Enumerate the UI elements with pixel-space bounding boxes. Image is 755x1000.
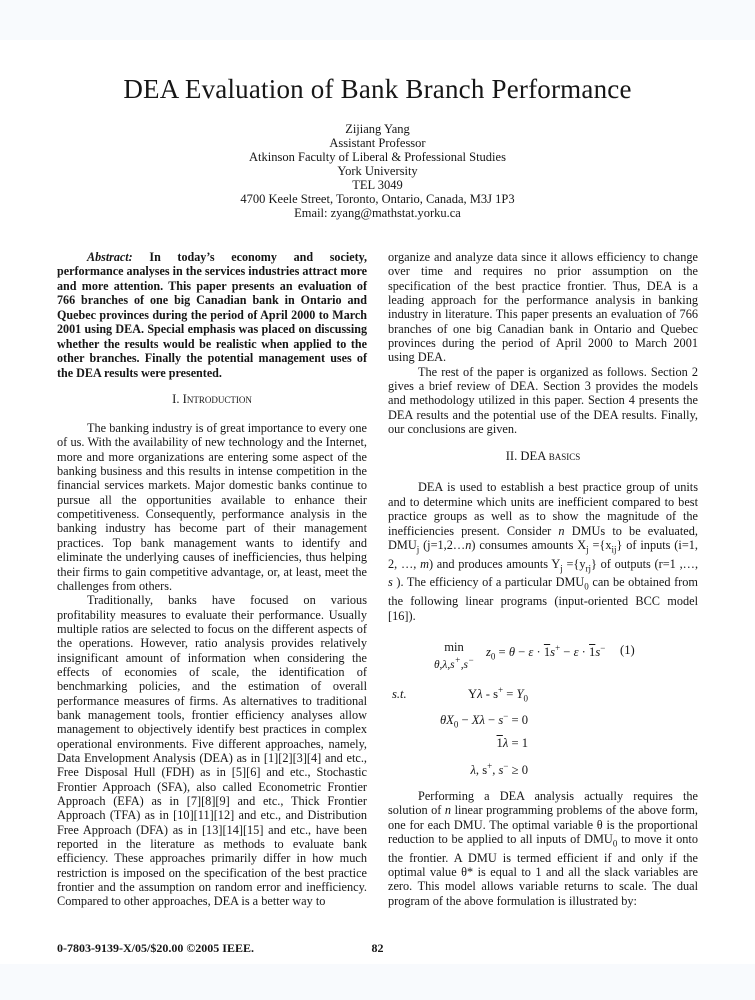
equation-min-operator — [422, 641, 486, 672]
paper-organization-paragraph: The rest of the paper is organized as follows. Section 2 gives a brief review of DEA. Section 3 provides the models and methodology utilized in this paper. Section 4 presents the DEA results and the potential use of the DEA results. Finally, our conclusions are given. — [388, 364, 698, 437]
abstract-label: Abstract: — [87, 250, 133, 264]
two-column-body — [57, 250, 698, 909]
author-faculty: Atkinson Faculty of Liberal & Professional Studies — [249, 150, 506, 164]
min-subscript-vars: θ,λ,s+,s− — [433, 654, 475, 671]
author-name: Zijiang Yang — [345, 122, 410, 136]
left-column — [57, 250, 367, 909]
copyright-notice: 0-7803-9139-X/05/$20.00 ©2005 IEEE. — [57, 941, 254, 955]
author-tel: TEL 3049 — [352, 178, 403, 192]
page-number: 82 — [371, 941, 384, 955]
equation-objective: $z_0 = \theta - \varepsilon \cdot 1s^+ - \varepsilon \cdot 1s^-$ — [486, 642, 606, 662]
abstract — [57, 250, 367, 380]
equation-constraint-4: λ, s+, s− ≥ 0 — [470, 760, 528, 778]
scan-border-bottom — [0, 964, 755, 1000]
intro-paragraph-2: Traditionally, banks have focused on various profitability measures to evaluate their performance. Usually multiple ratios are selected to focus on the different aspects of the operations. However, ratio analysis provides relatively insignificant amount of information when considering the effects of economies of scale, the identification of benchmarking policies, and the estimation of overall performance measures of firms. As alternatives to traditional bank management tools, frontier efficiency analyses allow management to objectively identify best practices in complex operational environments. Five different approaches, namely, Data Envelopment Analysis (DEA) as in [1][2][3][4] and etc., Free Disposal Hull (FDH) as in [5][6] and etc., Stochastic Frontier Approach (SFA), also called Econometric Frontier Approach (EFA) as in [7][8][9] and etc., Thick Frontier Approach (TFA) as in [10][11][12] and etc., and Distribution Free Approach (DFA) as in [13][14][15] and etc., have been reported in the literature as methods to evaluate bank efficiency. These approaches primarily differ in how much restriction is imposed on the specification of the best practice frontier and the assumption on random error and inefficiency. Compared to other approaches, DEA is a better way to — [57, 593, 367, 909]
author-address: 4700 Keele Street, Toronto, Ontario, Canada, M3J 1P3 — [240, 192, 515, 206]
subject-to-label: s.t. — [392, 686, 407, 701]
section-heading-dea-basics: II. DEA basics — [505, 449, 581, 464]
scan-border-top — [0, 0, 755, 40]
author-university: York University — [337, 164, 418, 178]
section-heading-introduction: I. Introduction — [172, 392, 252, 407]
paper-title: DEA Evaluation of Bank Branch Performance — [123, 74, 632, 104]
min-word: min — [444, 639, 464, 654]
equation-number: (1) — [620, 642, 635, 657]
equation-constraint-1: $Y\lambda - s^+ = Y_0$ — [468, 684, 528, 704]
abstract-text: In today’s economy and society, performance analyses in the services industries attract more and more attention. This paper presents an evaluation of 766 branches of one big Canadian bank in Ontario and Quebec provinces during the period of April 2000 to March 2001 using DEA. Special emphasis was placed on discussing whether the results would be realistic when applied to the other branches. Finally the potential management uses of the DEA results were presented. — [57, 250, 367, 380]
page-footer — [0, 941, 755, 959]
equation-constraint-2: $\theta X_0 - X\lambda - s^- = 0$ — [439, 710, 528, 730]
dea-basics-paragraph: DEA is used to establish a best practice group of units and to determine which units are inefficient compared to best practice groups as well as to show the magnitude of the inefficiencies present. Consider n DMUs to be evaluated, $DMU_j$ (j=1,2…n) consumes amounts $X_j =\{x_{ij}\}$ of inputs (i=1, 2, …, m) and produces amounts $Y_j =\{y_{rj}\}$ of outputs (r=1 ,…, s ). The efficiency of a particular $DMU_0$ can be obtained from the following linear programs (input-oriented BCC model [16]). — [388, 480, 699, 623]
intro-paragraph-1: The banking industry is of great importance to every one of us. With the availability of new technology and the Internet, more and more organizations are entering some aspect of the banking business and this results in intense competition in the financial services markets. Major domestic banks continue to pursue all the opportunities available to enhance their competitiveness. Consequently, performance analysis in the banking industry has become part of their management practices. Top bank management wants to identify and eliminate the underlying causes of inefficiencies, thus helping their firms to gain competitive advantage, or, at least, meet the challenges from others. — [57, 421, 367, 593]
equation-1 — [388, 637, 698, 785]
equation-constraint-3: 1λ = 1 — [496, 735, 528, 750]
author-block — [0, 122, 755, 220]
continuation-paragraph: organize and analyze data since it allows efficiency to change over time and requires no prior assumption on the specification of the best practice frontier. Thus, DEA is a leading approach for the performance analysis in banking industry in literature. This paper presents an evaluation of 766 branches of one big Canadian bank in Ontario and Quebec provinces during the period of April 2000 to March 2001 using DEA. — [388, 250, 698, 365]
right-column — [388, 250, 698, 909]
dea-analysis-paragraph: Performing a DEA analysis actually requires the solution of n linear programming problems of the above form, one for each DMU. The optimal variable θ is the proportional reduction to be applied to all inputs of $DMU_0$ to move it onto the frontier. A DMU is termed efficient if and only if the optimal value θ* is equal to 1 and all the slack variables are zero. This model allows variable returns to scale. The dual program of the above formulation is illustrated by: — [388, 788, 698, 908]
author-role: Assistant Professor — [329, 136, 426, 150]
author-email: Email: zyang@mathstat.yorku.ca — [294, 206, 461, 220]
